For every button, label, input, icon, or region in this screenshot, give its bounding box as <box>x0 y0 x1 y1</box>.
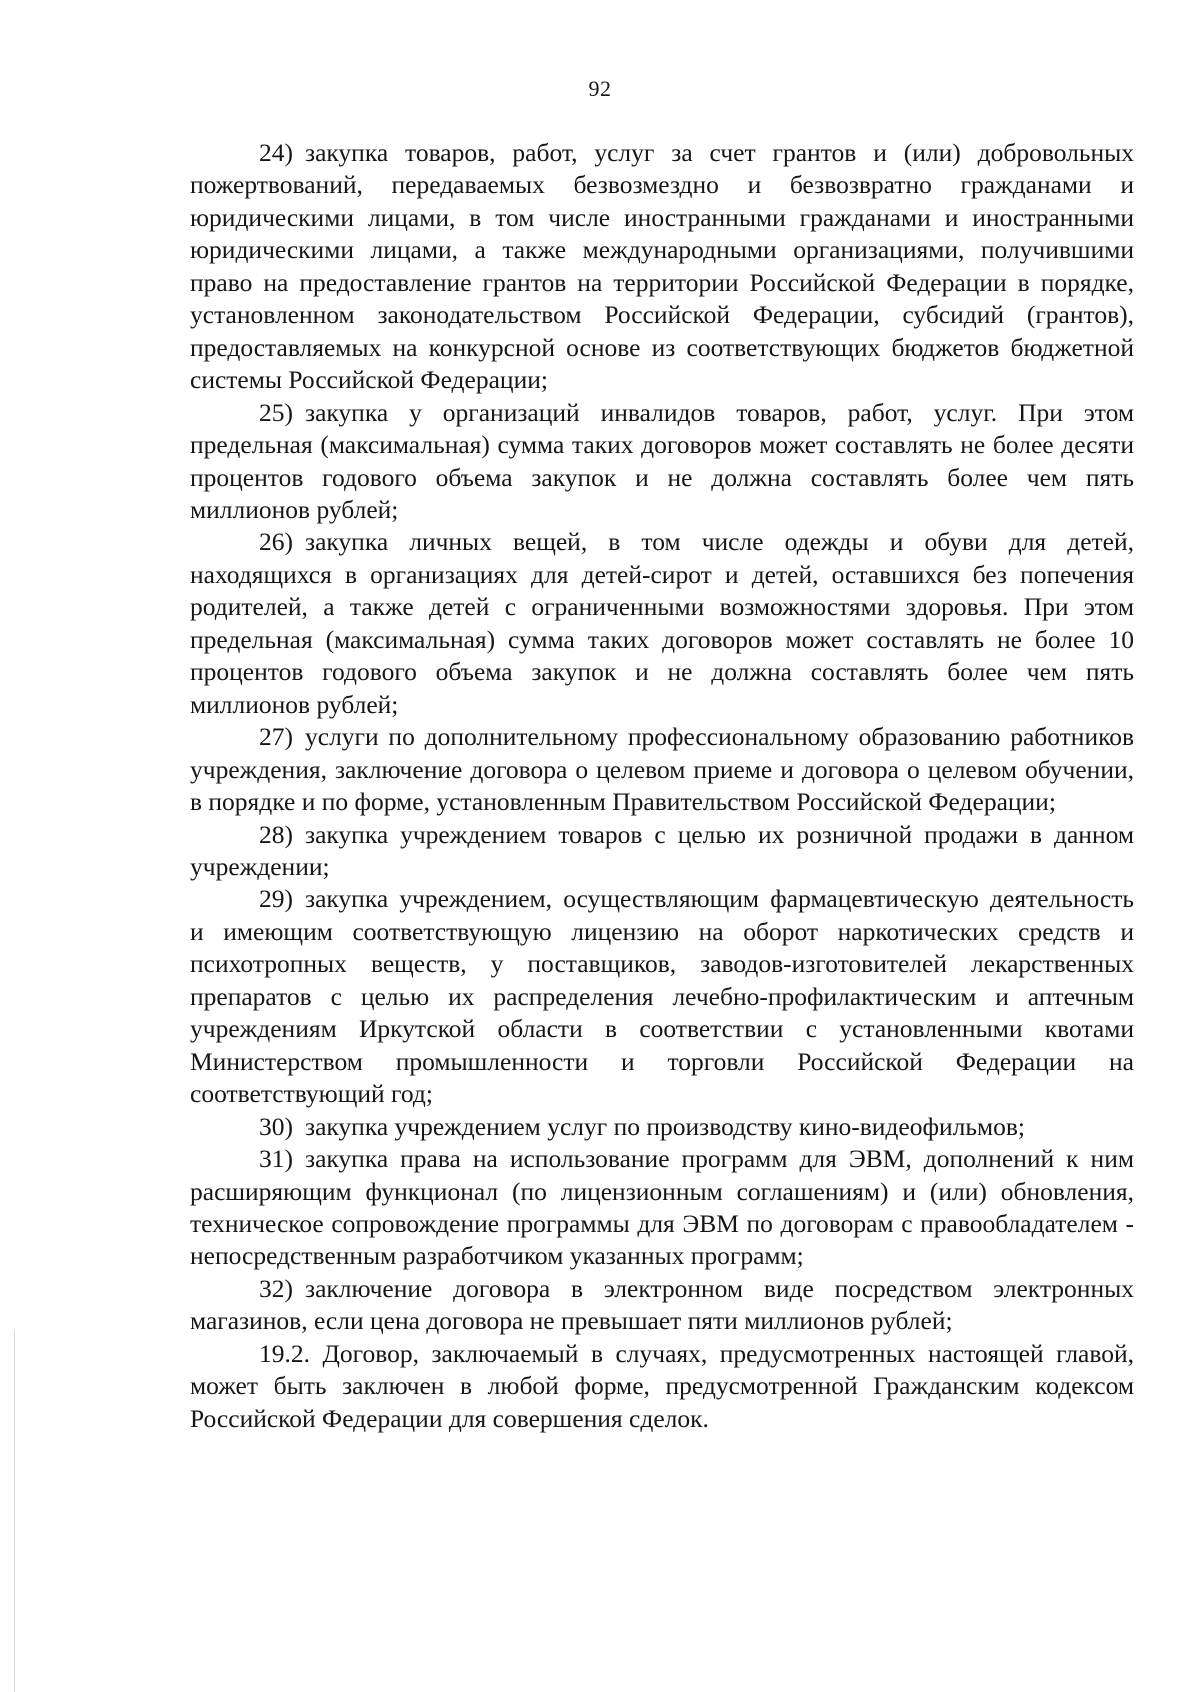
list-item-29 <box>190 883 1134 1110</box>
item-text: закупка личных вещей, в том числе одежды и обуви для детей, находящихся в организациях для детей-сирот и детей, оставшихся без попечения родителей, а также детей с ограниченными возможностями здоровья. При этом предельная (максимальная) сумма таких договоров может составлять не более 10 процентов годового объема закупок и не должна составлять более чем пять миллионов рублей; <box>190 527 1134 719</box>
list-item-28 <box>190 819 1134 884</box>
item-text: услуги по дополнительному профессиональному образованию работников учреждения, заключение договора о целевом приеме и договора о целевом обучении, в порядке и по форме, установленным Правительством Российской Федерации; <box>190 722 1134 817</box>
page-number: 92 <box>588 76 612 101</box>
item-text: заключение договора в электронном виде посредством электронных магазинов, если цена договора не превышает пяти миллионов рублей; <box>190 1273 1134 1336</box>
list-item-32 <box>190 1273 1134 1338</box>
item-number: 32) <box>259 1273 293 1303</box>
closing-paragraph: 19.2. Договор, заключаемый в случаях, предусмотренных настоящей главой, может быть заключен в любой форме, предусмотренной Гражданским кодексом Российской Федерации для совершения сделок. <box>190 1338 1134 1433</box>
scan-edge-line <box>14 1330 15 1692</box>
item-number: 30) <box>259 1111 293 1141</box>
list-item-26 <box>190 526 1134 721</box>
item-text: закупка права на использование программ для ЭВМ, дополнений к ним расширяющим функционал (по лицензионным соглашениям) и (или) обновления, техническое сопровождение программы для ЭВМ по договорам с правообладателем - непосредственным разработчиком указанных программ; <box>190 1144 1134 1271</box>
list-item-27 <box>190 721 1134 818</box>
item-text: закупка учреждением, осуществляющим фармацевтическую деятельность и имеющим соответствующую лицензию на оборот наркотических средств и психотропных веществ, у поставщиков, заводов-изготовителей лекарственных препаратов с целью их распределения лечебно-профилактическим и аптечным учреждениям Иркутской области в соответствии с установленными квотами Министерством промышленности и торговли Российской Федерации на соответствующий год; <box>190 884 1134 1109</box>
item-text: закупка учреждением услуг по производству кино-видеофильмов; <box>305 1111 1026 1141</box>
item-number: 25) <box>259 397 293 427</box>
item-number: 26) <box>259 527 293 557</box>
list-item-25 <box>190 397 1134 527</box>
list-item-24 <box>190 137 1134 397</box>
item-text: закупка у организаций инвалидов товаров, работ, услуг. При этом предельная (максимальная) сумма таких договоров может составлять не более десяти процентов годового объема закупок и не должна составлять более чем пять миллионов рублей; <box>190 397 1134 524</box>
item-number: 31) <box>259 1144 293 1174</box>
item-number: 28) <box>259 819 293 849</box>
item-text: закупка учреждением товаров с целью их розничной продажи в данном учреждении; <box>190 819 1134 881</box>
item-number: 29) <box>259 884 293 914</box>
item-number: 24) <box>259 138 293 167</box>
document-body <box>190 137 1134 1435</box>
list-item-30 <box>190 1111 1134 1143</box>
item-text: закупка товаров, работ, услуг за счет грантов и (или) добровольных пожертвований, передаваемых безвозмездно и безвозвратно гражданами и юридическими лицами, в том числе иностранными гражданами и иностранными юридическими лицами, а также международными организациями, получившими право на предоставление грантов на территории Российской Федерации в порядке, установленном законодательством Российской Федерации, субсидий (грантов), предоставляемых на конкурсной основе из соответствующих бюджетов бюджетной системы Российской Федерации; <box>190 138 1134 395</box>
item-number: 27) <box>259 722 293 752</box>
list-item-31 <box>190 1143 1134 1273</box>
